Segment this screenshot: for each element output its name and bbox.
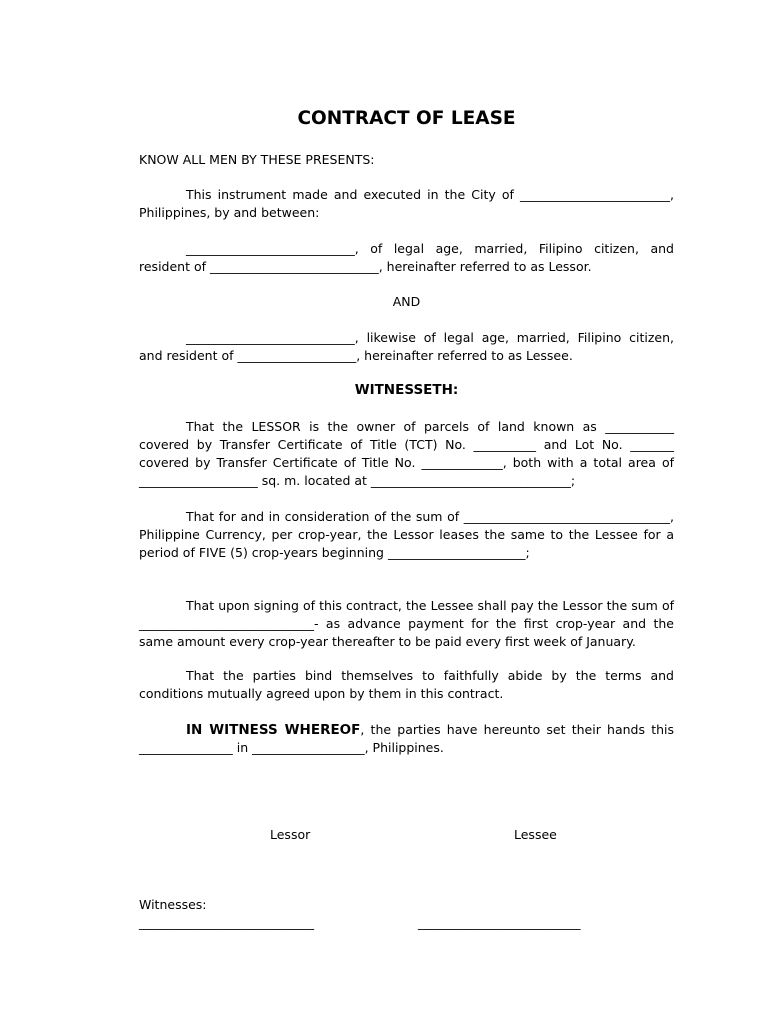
lessor-signature-label: Lessor [270,827,311,842]
paragraph-consideration: That for and in consideration of the sum of _________________________________, Philippine Currency, per crop-year, the Lessor leases the same to the Lessee for a period of FIVE (5) crop-years beginning ______________________; [139,509,674,560]
paragraph-terms: That the parties bind themselves to faithfully abide by the terms and conditions mutually agreed upon by them in this contract. [139,668,674,701]
paragraph-city: This instrument made and executed in the City of ________________________, Philippines, by and between: [139,187,674,220]
witness-whereof-bold: IN WITNESS WHEREOF [186,722,361,738]
intro-line: KNOW ALL MEN BY THESE PRESENTS: [139,152,375,167]
lessee-signature-label: Lessee [514,827,557,842]
contract-page [139,0,674,1024]
and-separator: AND [392,294,421,309]
witnesseth-heading: WITNESSETH: [354,382,459,398]
witness-signature-line-1: ____________________________ [139,915,314,930]
document-title: CONTRACT OF LEASE [297,108,516,129]
paragraph-lessee: ___________________________, likewise of legal age, married, Filipino citizen, and resident of ___________________, hereinafter referred to as Lessee. [139,330,674,363]
paragraph-advance-payment: That upon signing of this contract, the Lessee shall pay the Lessor the sum of ____________________________- as advance payment for the first crop-year and the same amount every crop-year thereafter to be paid every first week of January. [139,598,674,649]
paragraph-lessor: ___________________________, of legal age, married, Filipino citizen, and resident of ___________________________, hereinafter referred to as Lessor. [139,241,674,274]
witness-whereof-text: , the parties have hereunto set their hands this _______________ in __________________, Philippines. [139,722,674,755]
witness-signature-line-2: __________________________ [418,915,581,930]
paragraph-property: That the LESSOR is the owner of parcels of land known as ___________ covered by Transfer Certificate of Title (TCT) No. __________ and Lot No. _______ covered by Transfer Certificate of Title No. _____________, both with a total area of ___________________ sq. m. located at ________________________________; [139,419,674,488]
witnesses-label: Witnesses: [139,897,207,912]
paragraph-witness-whereof [139,721,674,757]
